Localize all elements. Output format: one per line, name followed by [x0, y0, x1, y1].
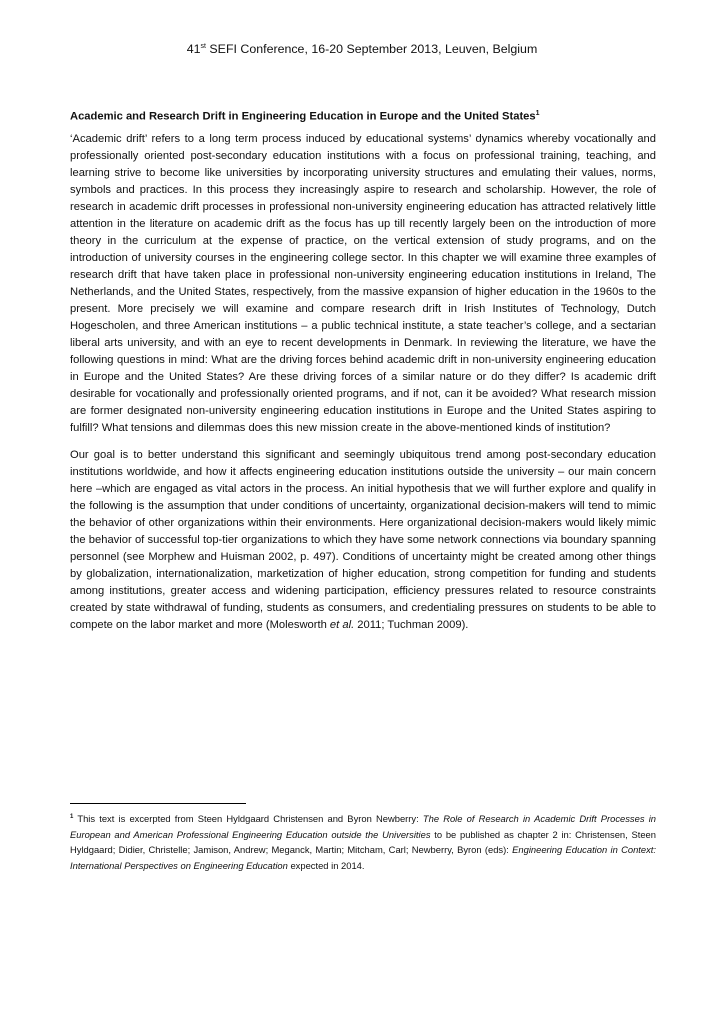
- footnote-text-2: to be published as chapter 2 in: Christensen, Steen Hyldgaard; Didier, Christelle; Jamison, Andrew; Meganck, Martin; Mitcham, Carl; Newberry, Byron (eds):: [70, 828, 656, 856]
- paragraph-2-text-a: Our goal is to better understand this significant and seemingly ubiquitous trend among post-secondary education institutions worldwide, and how it affects engineering education institutions outside the university – our main concern here –which are engaged as vital actors in the process. An initial hypothesis that we will further explore and qualify in the following is the assumption that under conditions of uncertainty, organizational decision-makers will tend to mimic the behavior of other organizations within their environments. Here organizational decision-makers would likely mimic the behavior of successful top-tier organizations to which they have some network connections via boundary spanning personnel (see Morphew and Huisman 2002, p. 497). Conditions of uncertainty might be created among other things by globalization, internationalization, marketization of higher education, strong competition for funding and students among institutions, greater access and widening participation, efficiency pressures related to resource constraints created by state withdrawal of funding, students as consumers, and credentialing pressures on students to be able to compete on the labor market and more (Molesworth: [70, 448, 656, 631]
- section-title-text: Academic and Research Drift in Engineering Education in Europe and the United States: [70, 110, 536, 123]
- paragraph-2-italic: et al.: [329, 618, 355, 631]
- footnote-text-1: This text is excerpted from Steen Hyldgaard Christensen and Byron Newberry:: [73, 813, 423, 825]
- footnote-mark: 1: [70, 814, 74, 820]
- footnote-reference[interactable]: 1: [535, 110, 540, 117]
- footnote-divider: [70, 803, 246, 804]
- header-ordinal-suffix: st: [200, 42, 206, 50]
- footnote-text-3: expected in 2014.: [287, 859, 365, 871]
- paragraph-1: ‘Academic drift’ refers to a long term process induced by educational systems’ dynamics whereby vocationally and professionally oriented post-secondary education institutions with a focus on professional training, teaching, and learning strive to become like universities by incorporating university structures and emulating their values, norms, symbols and practices. In this process they increasingly aspire to research and scholarship. However, the role of research in academic drift processes in professional non-university engineering education has attracted relatively little attention in the literature on academic drift as the focus has up till recently largely been on the introduction of more theory in the curriculum at the expense of practice, on the vertical extension of study programs, and on the introduction of university courses in the engineering college sector. In this chapter we will examine three examples of research drift that have taken place in professional non-university engineering education institutions in Ireland, The Netherlands, and the United States, respectively, from the massive expansion of higher education in the 1960s to the present. More precisely we will examine and compare research drift in Irish Institutes of Technology, Dutch Hogescholen, and three American institutions – a public technical institute, a state teacher’s college, and a sectarian liberal arts university, and with an eye to recent developments in Denmark. In reviewing the literature, we have the following questions in mind: What are the driving forces behind academic drift in non-university engineering education in Europe and the United States? Are these driving forces of a similar nature or do they differ? Is academic drift desirable for vocationally and professionally oriented programs, and if not, can it be avoided? What research mission are former designated non-university engineering education institutions in Europe and the United States aspiring to fulfill? What tensions and dilemmas does this new mission create in the above-mentioned kinds of institution?: [70, 132, 656, 434]
- paragraph-2-text-b: 2011; Tuchman 2009).: [354, 618, 469, 631]
- footnote-italic-2: Engineering Education in Context: International Perspectives on Engineering Education: [70, 844, 656, 871]
- paragraph-2: [70, 447, 656, 634]
- section-title: [70, 105, 656, 126]
- footnote: [70, 810, 656, 873]
- page-header: [0, 42, 724, 56]
- header-ordinal: 41: [186, 42, 201, 56]
- footnote-italic-1: The Role of Research in Academic Drift Processes in European and American Professional Engineering Education outside the Universities: [70, 813, 656, 840]
- main-content: [70, 105, 656, 644]
- header-conference: SEFI Conference, 16-20 September 2013, Leuven, Belgium: [205, 42, 538, 56]
